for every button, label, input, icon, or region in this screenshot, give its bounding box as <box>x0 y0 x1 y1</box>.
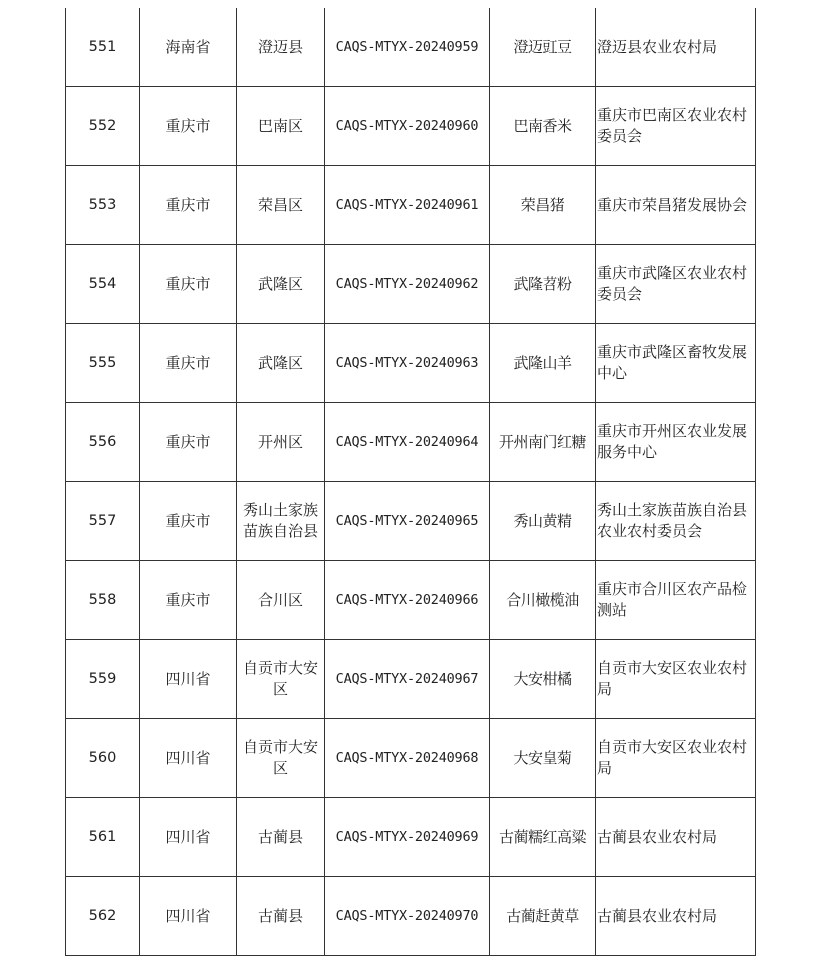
row-number-cell: 561 <box>66 798 140 877</box>
product-name-cell: 荣昌猪 <box>490 166 596 245</box>
table-row <box>66 561 756 640</box>
province-cell: 四川省 <box>140 798 237 877</box>
province-cell: 重庆市 <box>140 403 237 482</box>
organization-cell: 古蔺县农业农村局 <box>596 798 756 877</box>
certificate-code-cell: CAQS-MTYX-20240965 <box>325 482 490 561</box>
certificate-code-cell: CAQS-MTYX-20240963 <box>325 324 490 403</box>
row-number-cell: 554 <box>66 245 140 324</box>
certificate-code-cell: CAQS-MTYX-20240961 <box>325 166 490 245</box>
row-number-cell: 556 <box>66 403 140 482</box>
product-name-cell: 古蔺糯红高粱 <box>490 798 596 877</box>
table-row <box>66 245 756 324</box>
certificate-code-cell: CAQS-MTYX-20240962 <box>325 245 490 324</box>
table-row <box>66 719 756 798</box>
organization-cell: 重庆市合川区农产品检测站 <box>596 561 756 640</box>
province-cell: 四川省 <box>140 877 237 956</box>
province-cell: 重庆市 <box>140 324 237 403</box>
organization-cell: 重庆市荣昌猪发展协会 <box>596 166 756 245</box>
county-cell: 武隆区 <box>237 245 325 324</box>
certification-table <box>65 8 756 956</box>
certificate-code-cell: CAQS-MTYX-20240968 <box>325 719 490 798</box>
product-name-cell: 秀山黄精 <box>490 482 596 561</box>
table-body <box>66 8 756 956</box>
province-cell: 重庆市 <box>140 561 237 640</box>
county-cell: 古蔺县 <box>237 877 325 956</box>
product-name-cell: 大安柑橘 <box>490 640 596 719</box>
province-cell: 重庆市 <box>140 245 237 324</box>
table-row <box>66 403 756 482</box>
product-name-cell: 开州南门红糖 <box>490 403 596 482</box>
certificate-code-cell: CAQS-MTYX-20240959 <box>325 8 490 87</box>
county-cell: 合川区 <box>237 561 325 640</box>
province-cell: 重庆市 <box>140 87 237 166</box>
organization-cell: 古蔺县农业农村局 <box>596 877 756 956</box>
certificate-code-cell: CAQS-MTYX-20240966 <box>325 561 490 640</box>
county-cell: 荣昌区 <box>237 166 325 245</box>
province-cell: 重庆市 <box>140 482 237 561</box>
province-cell: 四川省 <box>140 640 237 719</box>
county-cell: 巴南区 <box>237 87 325 166</box>
row-number-cell: 555 <box>66 324 140 403</box>
county-cell: 澄迈县 <box>237 8 325 87</box>
row-number-cell: 559 <box>66 640 140 719</box>
certificate-code-cell: CAQS-MTYX-20240964 <box>325 403 490 482</box>
certificate-code-cell: CAQS-MTYX-20240969 <box>325 798 490 877</box>
organization-cell: 澄迈县农业农村局 <box>596 8 756 87</box>
organization-cell: 重庆市巴南区农业农村委员会 <box>596 87 756 166</box>
certificate-code-cell: CAQS-MTYX-20240960 <box>325 87 490 166</box>
table-row <box>66 640 756 719</box>
product-name-cell: 武隆苕粉 <box>490 245 596 324</box>
row-number-cell: 558 <box>66 561 140 640</box>
organization-cell: 自贡市大安区农业农村局 <box>596 719 756 798</box>
product-name-cell: 澄迈豇豆 <box>490 8 596 87</box>
county-cell: 古蔺县 <box>237 798 325 877</box>
table-row <box>66 877 756 956</box>
product-name-cell: 武隆山羊 <box>490 324 596 403</box>
county-cell: 自贡市大安区 <box>237 719 325 798</box>
row-number-cell: 560 <box>66 719 140 798</box>
product-name-cell: 古蔺赶黄草 <box>490 877 596 956</box>
province-cell: 四川省 <box>140 719 237 798</box>
certificate-code-cell: CAQS-MTYX-20240967 <box>325 640 490 719</box>
county-cell: 秀山土家族苗族自治县 <box>237 482 325 561</box>
county-cell: 开州区 <box>237 403 325 482</box>
organization-cell: 重庆市武隆区农业农村委员会 <box>596 245 756 324</box>
table-row <box>66 482 756 561</box>
organization-cell: 秀山土家族苗族自治县农业农村委员会 <box>596 482 756 561</box>
organization-cell: 自贡市大安区农业农村局 <box>596 640 756 719</box>
organization-cell: 重庆市开州区农业发展服务中心 <box>596 403 756 482</box>
table-row <box>66 8 756 87</box>
product-name-cell: 合川橄榄油 <box>490 561 596 640</box>
table-row <box>66 798 756 877</box>
row-number-cell: 551 <box>66 8 140 87</box>
province-cell: 重庆市 <box>140 166 237 245</box>
row-number-cell: 552 <box>66 87 140 166</box>
row-number-cell: 557 <box>66 482 140 561</box>
county-cell: 武隆区 <box>237 324 325 403</box>
table-row <box>66 166 756 245</box>
organization-cell: 重庆市武隆区畜牧发展中心 <box>596 324 756 403</box>
province-cell: 海南省 <box>140 8 237 87</box>
product-name-cell: 巴南香米 <box>490 87 596 166</box>
row-number-cell: 553 <box>66 166 140 245</box>
county-cell: 自贡市大安区 <box>237 640 325 719</box>
product-name-cell: 大安皇菊 <box>490 719 596 798</box>
table-row <box>66 324 756 403</box>
row-number-cell: 562 <box>66 877 140 956</box>
table-row <box>66 87 756 166</box>
certificate-code-cell: CAQS-MTYX-20240970 <box>325 877 490 956</box>
